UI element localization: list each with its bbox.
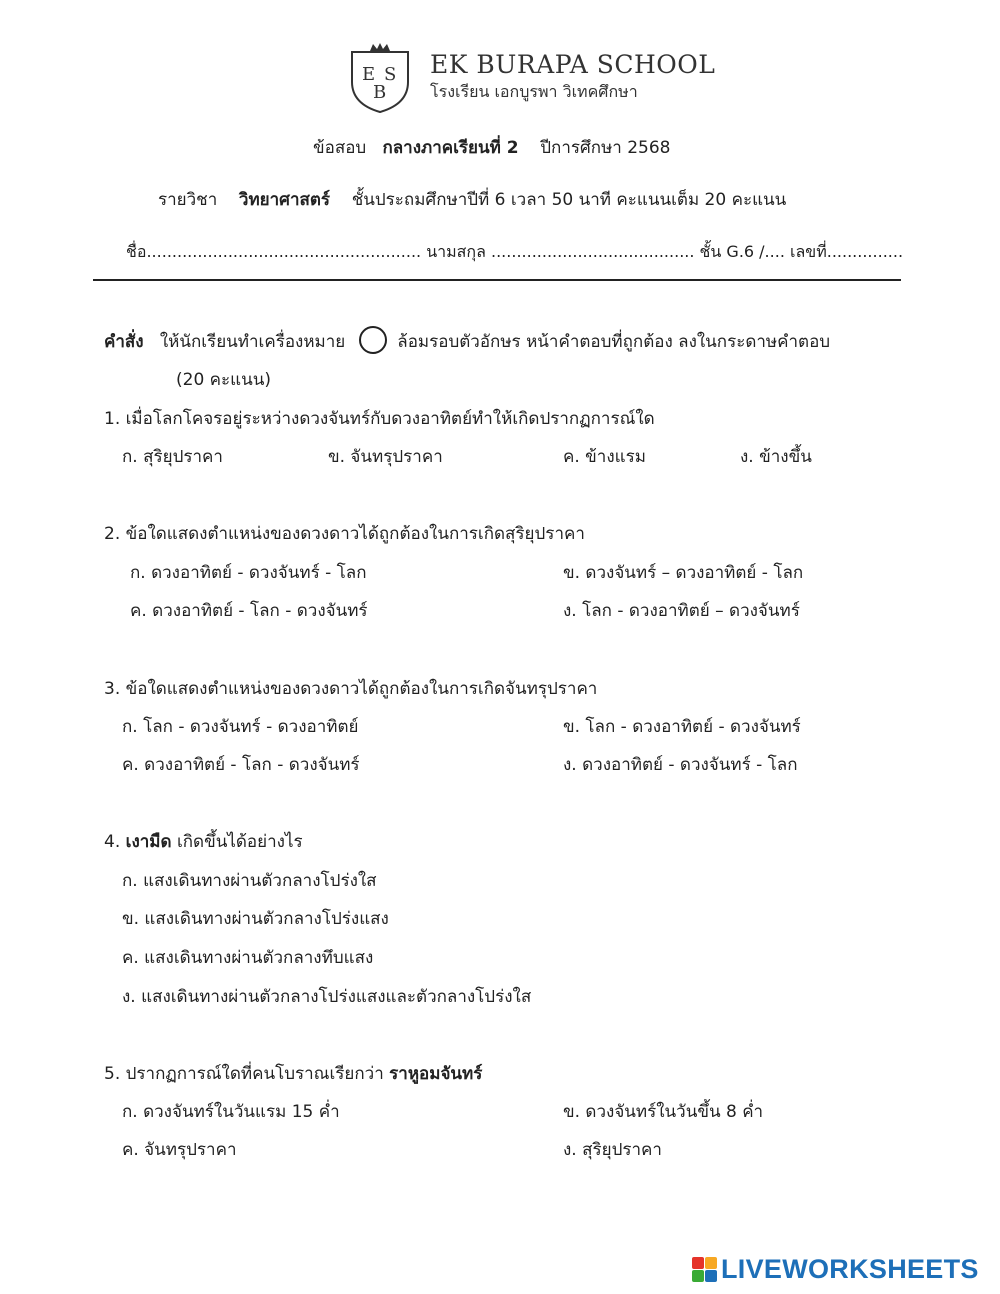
instruction: คำสั่ง ให้นักเรียนทำเครื่องหมาย ล้อมรอบตัวอักษร หน้าคำตอบที่ถูกต้อง ลงในกระดาษคำตอบ [104,328,830,356]
svg-text:S: S [384,64,397,85]
question-5: 5. ปรากฏการณ์ใดที่คนโบราณเรียกว่า ราหูอมจันทร์ [104,1064,483,1084]
question-1: 1. เมื่อโลกโคจรอยู่ระหว่างดวงจันทร์กับดวงอาทิตย์ทำให้เกิดปรากฏการณ์ใด [104,409,655,429]
choice-4c[interactable]: ค. แสงเดินทางผ่านตัวกลางทึบแสง [122,948,374,968]
choice-3d[interactable]: ง. ดวงอาทิตย์ - ดวงจันทร์ - โลก [563,755,798,775]
liveworksheets-icon [692,1257,717,1282]
school-crest-logo [348,42,412,114]
choice-3c[interactable]: ค. ดวงอาทิตย์ - โลก - ดวงจันทร์ [122,755,360,775]
liveworksheets-logo [692,1254,979,1284]
student-info-line: ชื่อ...................................................... นามสกุล ........................................ ชั้น G.6 /.... เลขที่............... [126,242,904,261]
question-3: 3. ข้อใดแสดงตำแหน่งของดวงดาวได้ถูกต้องในการเกิดจันทรุปราคา [104,679,598,699]
choice-5d[interactable]: ง. สุริยุปราคา [563,1140,662,1160]
exam-title-line: ข้อสอบ กลางภาคเรียนที่ 2 ปีการศึกษา 2568 [313,138,671,158]
choice-2d[interactable]: ง. โลก - ดวงอาทิตย์ – ดวงจันทร์ [563,601,800,621]
choice-2b[interactable]: ข. ดวงจันทร์ – ดวงอาทิตย์ - โลก [563,563,804,583]
choice-5b[interactable]: ข. ดวงจันทร์ในวันขึ้น 8 ค่ำ [563,1102,764,1122]
choice-5c[interactable]: ค. จันทรุปราคา [122,1140,237,1160]
choice-4d[interactable]: ง. แสงเดินทางผ่านตัวกลางโปร่งแสงและตัวกลางโปร่งใส [122,987,532,1007]
choice-4a[interactable]: ก. แสงเดินทางผ่านตัวกลางโปร่งใส [122,871,377,891]
choice-1a[interactable]: ก. สุริยุปราคา [122,447,223,467]
choice-3a[interactable]: ก. โลก - ดวงจันทร์ - ดวงอาทิตย์ [122,717,359,737]
choice-4b[interactable]: ข. แสงเดินทางผ่านตัวกลางโปร่งแสง [122,909,389,929]
school-name-th: โรงเรียน เอกบูรพา วิเทคศึกษา [430,82,638,101]
choice-1d[interactable]: ง. ข้างขึ้น [740,447,812,467]
liveworksheets-brand: LIVEWORKSHEETS [721,1253,979,1284]
circle-mark-icon [359,326,387,354]
choice-2c[interactable]: ค. ดวงอาทิตย์ - โลก - ดวงจันทร์ [130,601,368,621]
choice-1b[interactable]: ข. จันทรุปราคา [328,447,443,467]
question-4: 4. เงามืด เกิดขึ้นได้อย่างไร [104,832,303,852]
header-divider [93,279,901,281]
choice-3b[interactable]: ข. โลก - ดวงอาทิตย์ - ดวงจันทร์ [563,717,801,737]
choice-5a[interactable]: ก. ดวงจันทร์ในวันแรม 15 ค่ำ [122,1102,340,1122]
subject-line: รายวิชา วิทยาศาสตร์ ชั้นประถมศึกษาปีที่ 6 เวลา 50 นาที คะแนนเต็ม 20 คะแนน [158,190,787,210]
svg-text:B: B [373,82,387,103]
school-name-en: EK BURAPA SCHOOL [430,50,716,79]
choice-2a[interactable]: ก. ดวงอาทิตย์ - ดวงจันทร์ - โลก [130,563,367,583]
question-2: 2. ข้อใดแสดงตำแหน่งของดวงดาวได้ถูกต้องในการเกิดสุริยุปราคา [104,524,585,544]
choice-1c[interactable]: ค. ข้างแรม [563,447,646,467]
instruction-points: (20 คะแนน) [176,370,272,390]
svg-text:E: E [362,64,376,85]
